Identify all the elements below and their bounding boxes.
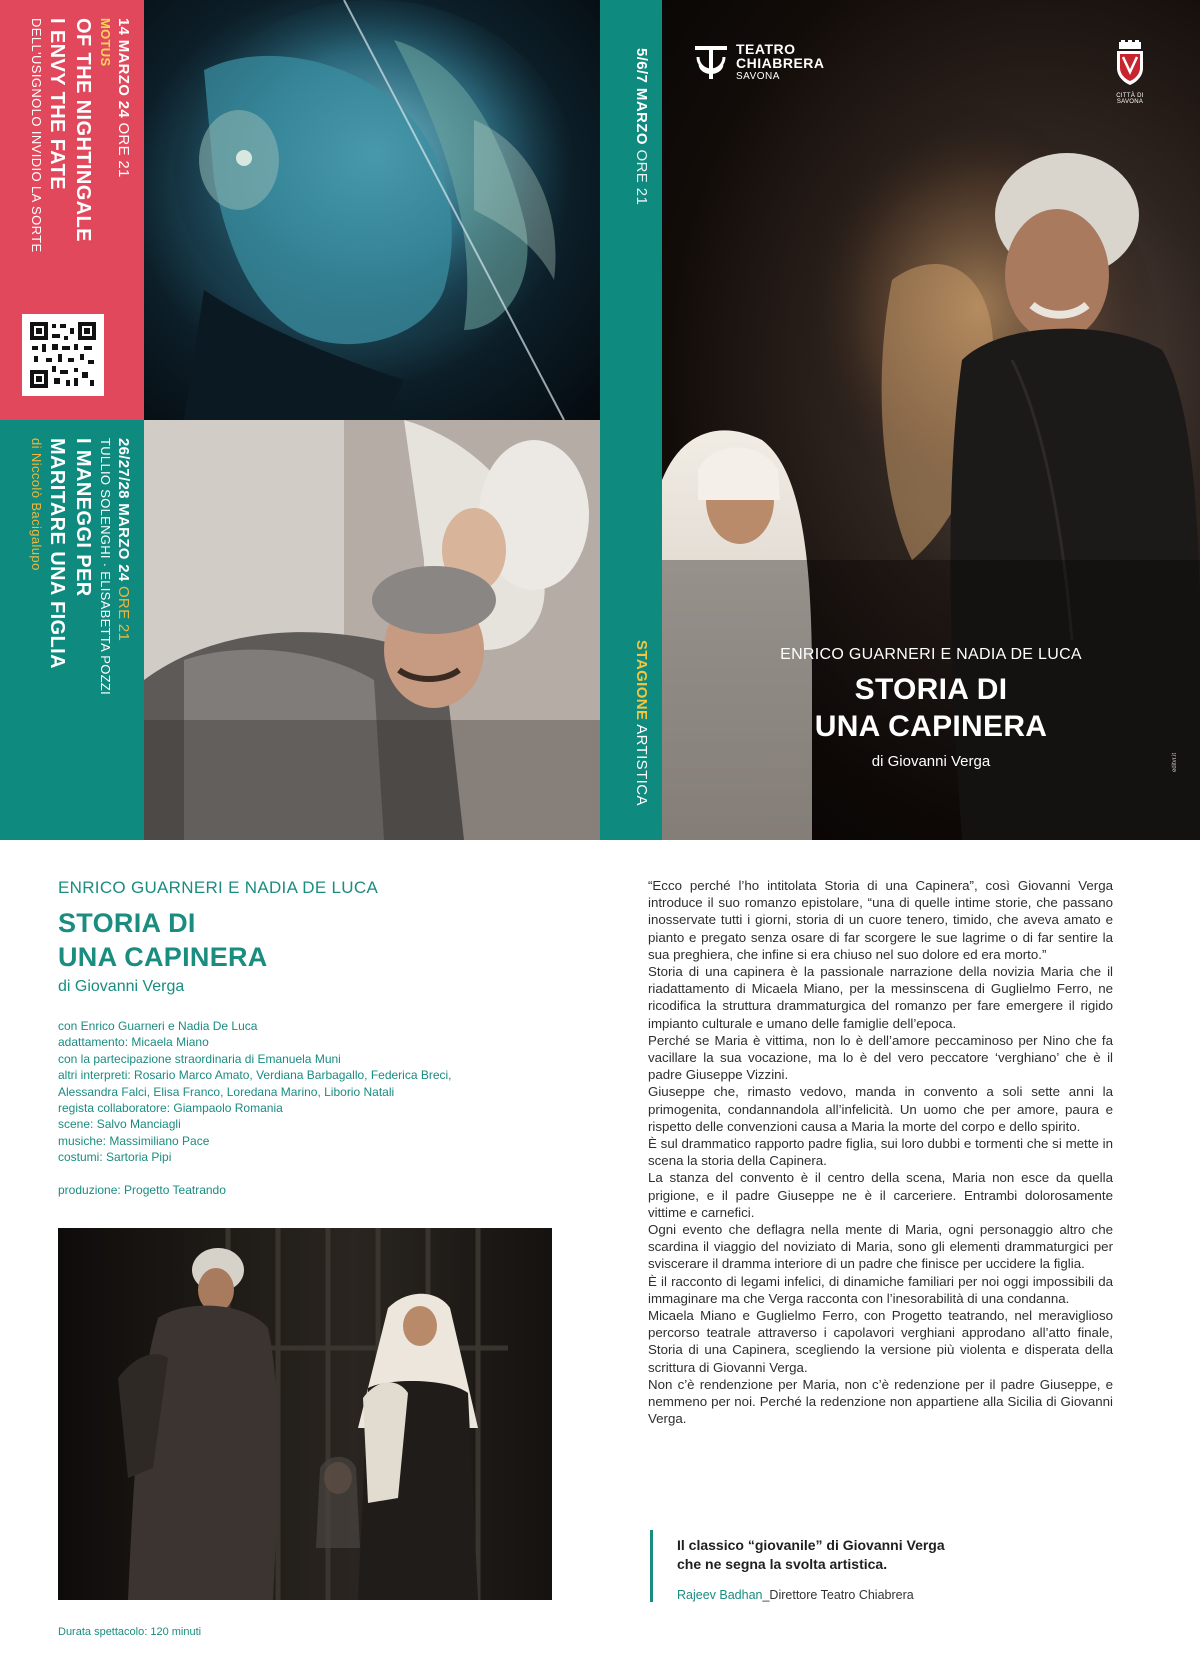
- logo-line3: SAVONA: [736, 71, 780, 82]
- theatre-logo-icon: [694, 45, 728, 81]
- season-label: [633, 640, 650, 806]
- cover-title-line1: STORIA DI: [854, 673, 1008, 706]
- cover-authors: ENRICO GUARNERI E NADIA DE LUCA: [780, 646, 1082, 663]
- show-heading: [58, 878, 578, 996]
- event-company: MOTUS: [98, 18, 113, 67]
- cover-title-block: [662, 646, 1200, 770]
- credit-line: musiche: Massimiliano Pace: [58, 1133, 210, 1148]
- description-paragraph: È sul drammatico rapporto padre figlia, sui loro dubbi e tormenti che si mette in scena la storia della Capinera.: [648, 1136, 1113, 1169]
- event-strip-nightingale: [0, 0, 144, 420]
- show-byline: di Giovanni Verga: [58, 978, 185, 995]
- city-crest: [1110, 40, 1150, 105]
- credit-line: regista collaboratore: Giampaolo Romania: [58, 1101, 283, 1116]
- description-paragraph: È il racconto di legami infelici, di dinamiche familiari per noi oggi impossibili da immaginare ma che Verga racconta con l’inesorabilità di una condanna.: [648, 1273, 1113, 1306]
- spine-time: ORE 21: [633, 149, 650, 206]
- cover-title-line2: UNA CAPINERA: [814, 710, 1048, 743]
- credit-line: Alessandra Falci, Elisa Franco, Loredana Marino, Liborio Natali: [58, 1084, 395, 1099]
- event-time: ORE 21: [115, 122, 132, 178]
- production-credit: produzione: Progetto Teatrando: [58, 1182, 226, 1197]
- brochure-spine: [600, 0, 662, 840]
- city-crest-icon: [1113, 40, 1147, 86]
- event-title-line2: I ENVY THE FATE: [46, 18, 68, 190]
- description-paragraph: Storia di una capinera è la passionale narrazione della novizia Maria che il riadattamento di Micaela Miano, per la messinscena di Guglielmo Ferro, ne ricodifica la struttura drammaturgica del romanzo per fare emergere il rigido impianto culturale e umano delle famiglie dell’epoca.: [648, 964, 1113, 1031]
- show-duration: Durata spettacolo: 120 minuti: [58, 1626, 202, 1638]
- event-strip-maneggi: [0, 420, 144, 840]
- description-paragraph: Ogni evento che deflagra nella mente di Maria, ogni personaggio altro che scardina il viaggio del noviziato di Maria, sono gli elementi drammaturgici per sviscerare il dramma interiore di un padre che finisce per uccidere la figlia.: [648, 1222, 1113, 1272]
- quote-attribution: [677, 1588, 1110, 1602]
- spine-date: 5/6/7 MARZO: [633, 48, 650, 145]
- description-paragraph: “Ecco perché l’ho intitolata Storia di una Capinera”, così Giovanni Verga introduce il suo romanzo epistolare, “una di quelle intime storie, che passano inosservate tutti i giorni, storia di un cuore tenero, timido, che aveva amato e pianto e pregato senza osare di far scorgere le sue lagrime o di far sentire la sua preghiera, che infine si era chiuso nel suo dolore ed era morto.”: [648, 878, 1113, 962]
- photo-nightingale: [144, 0, 600, 420]
- qr-code-icon[interactable]: [22, 314, 104, 396]
- credit-line: altri interpreti: Rosario Marco Amato, Verdiana Barbagallo, Federica Breci,: [58, 1068, 452, 1083]
- description-paragraph: Giuseppe che, rimasto vedovo, manda in convento a soli sette anni la primogenita, condannandola all’infelicità. Un uomo che per amore, paura e rispetto delle convenzioni causa a Maria la morte del corpo e dello spirito.: [648, 1084, 1113, 1134]
- credit-line: costumi: Sartoria Pipi: [58, 1150, 172, 1165]
- quote-author-name: Rajeev Badhan: [677, 1588, 763, 1602]
- event-date: 26/27/28 MARZO 24: [115, 438, 132, 582]
- credit-line: con la partecipazione straordinaria di Emanuela Muni: [58, 1051, 341, 1066]
- description-paragraph: Non c’è rendenzione per Maria, non c’è redenzione per il padre Giuseppe, e nemmeno per noi. Perché la redenzione non appartiene alla Sicilia di Giovanni Verga.: [648, 1376, 1113, 1427]
- show-description: [648, 877, 1113, 1428]
- season-word1: STAGIONE: [633, 640, 650, 721]
- quote-author-role: _Direttore Teatro Chiabrera: [762, 1588, 914, 1602]
- photo-credit: editvr.it: [1172, 752, 1178, 772]
- description-paragraph: Perché se Maria è vittima, non lo è dell’amore peccaminoso per Nino che fa vacillare la sua vocazione, ma lo è del vero peccatore ‘verghiano’ che è il padre Giuseppe Vizzini.: [648, 1032, 1113, 1083]
- credit-line: adattamento: Micaela Miano: [58, 1035, 209, 1050]
- cover-panel: [662, 0, 1200, 840]
- season-word2: ARTISTICA: [633, 724, 650, 806]
- event-title-line2: MARITARE UNA FIGLIA: [46, 438, 68, 669]
- event-cast: TULLIO SOLENGHI · ELISABETTA POZZI: [98, 438, 113, 696]
- event-author: di Niccolò Bacigalupo: [29, 438, 44, 571]
- event-time: ORE 21: [115, 585, 132, 642]
- photo-maneggi: [144, 420, 600, 840]
- event-date: 14 MARZO 24: [115, 18, 132, 118]
- logo-line1: TEATRO: [736, 41, 796, 57]
- cover-byline: di Giovanni Verga: [871, 753, 991, 770]
- credit-line: scene: Salvo Manciagli: [58, 1117, 181, 1132]
- pull-quote: [650, 1530, 1110, 1602]
- event-text-maneggi: [29, 438, 132, 818]
- quote-line2: che ne segna la svolta artistica.: [677, 1556, 888, 1572]
- event-title-line1: I MANEGGI PER: [72, 438, 94, 597]
- event-title-line1: OF THE NIGHTINGALE: [72, 18, 94, 242]
- main-event-dates: [633, 48, 650, 205]
- description-paragraph: La stanza del convento è il centro della scena, Maria non esce da quella prigione, e il padre Giuseppe ne è il carceriere. Entrambi dolorosamente vittime e carnefici.: [648, 1170, 1113, 1220]
- show-authors: ENRICO GUARNERI E NADIA DE LUCA: [58, 878, 379, 897]
- theatre-logo: [694, 42, 825, 84]
- description-paragraph: Micaela Miano e Guglielmo Ferro, con Progetto teatrando, nel meraviglioso percorso teatrale attraverso i capolavori verghiani approdano all’atto finale, Storia di una Capinera, scegliendo la versione più violenta e disperata della scrittura di Giovanni Verga.: [648, 1308, 1113, 1375]
- show-title-line2: UNA CAPINERA: [58, 942, 268, 972]
- event-subtitle: DELL'USIGNOLO INVIDIO LA SORTE: [29, 18, 44, 253]
- show-credits: [58, 1018, 538, 1198]
- crest-caption: CITTÀ DI SAVONA: [1116, 93, 1144, 105]
- logo-line2: CHIABRERA: [736, 55, 825, 71]
- show-title-line1: STORIA DI: [58, 908, 196, 938]
- scene-photo: [58, 1228, 552, 1600]
- quote-line1: Il classico “giovanile” di Giovanni Verga: [677, 1537, 945, 1553]
- credit-line: con Enrico Guarneri e Nadia De Luca: [58, 1019, 258, 1033]
